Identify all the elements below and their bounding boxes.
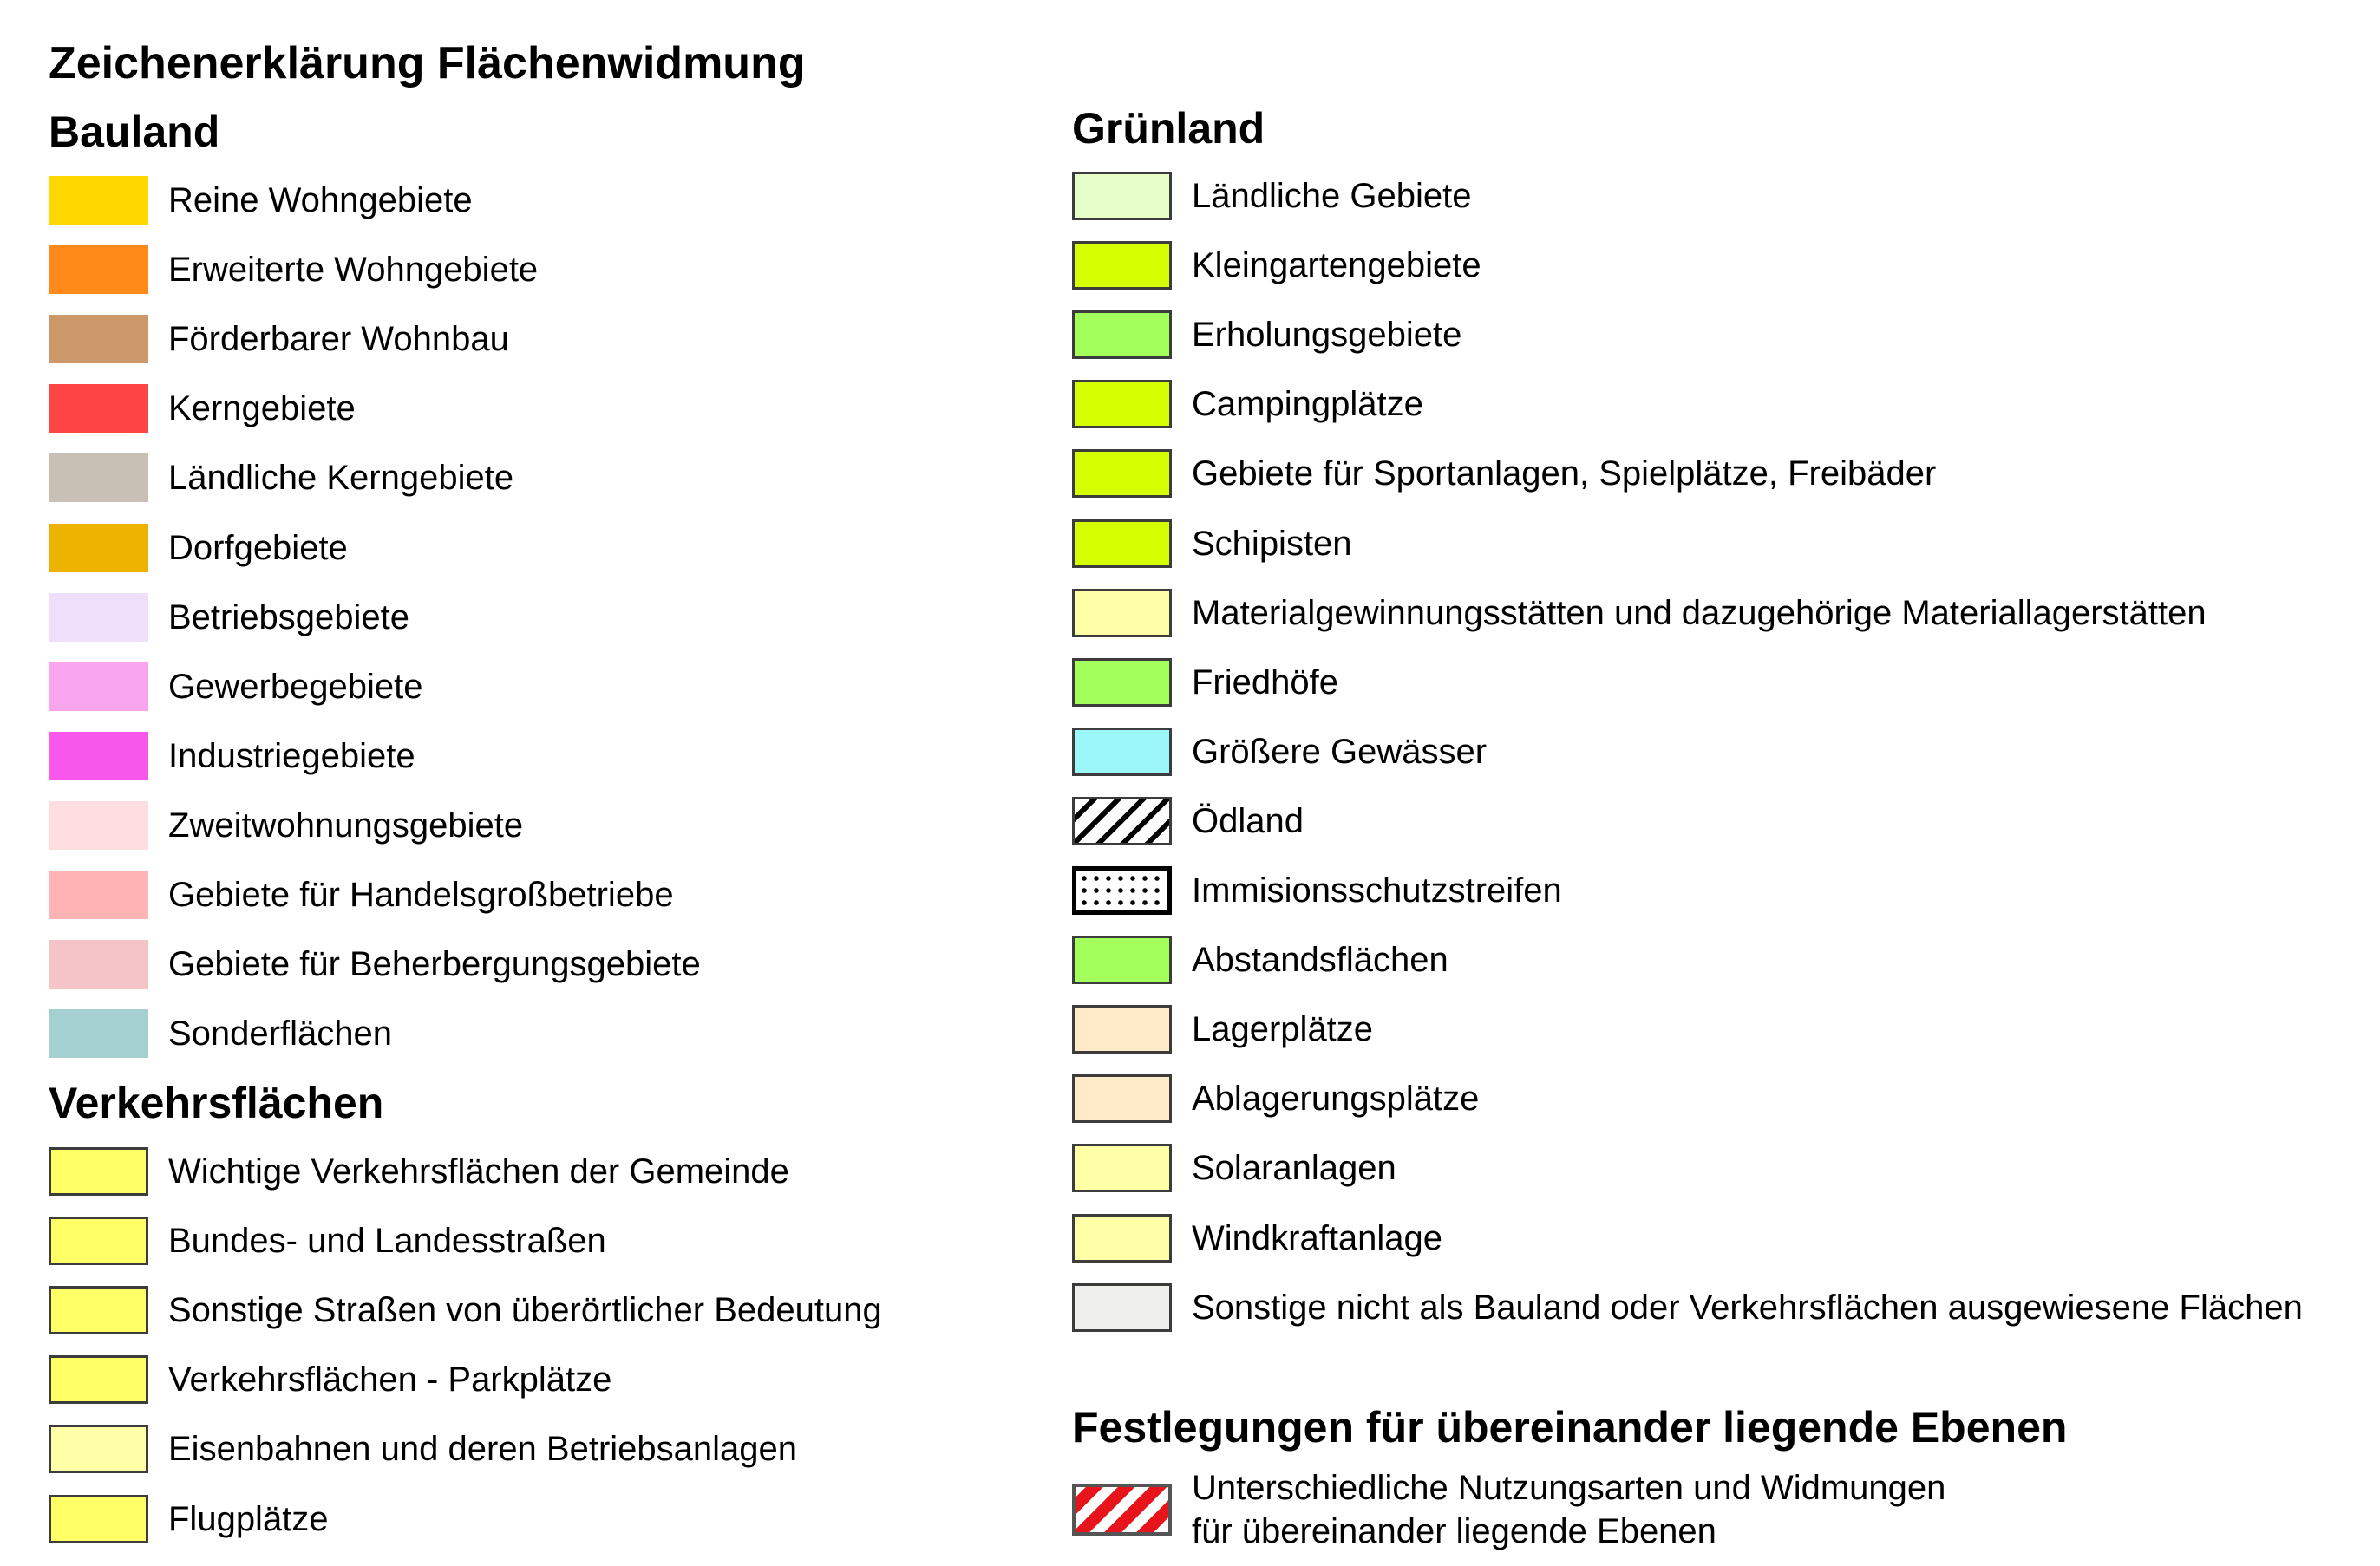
legend-item	[1072, 1282, 2303, 1334]
legend-label: Gewerbegebiete	[168, 667, 423, 706]
legend-item	[49, 1354, 611, 1406]
legend-item	[49, 591, 409, 643]
legend-item	[49, 1145, 789, 1197]
legend-label: Gebiete für Sportanlagen, Spielplätze, Freibäder	[1192, 454, 1937, 493]
legend-label: Förderbarer Wohnbau	[168, 320, 509, 359]
legend-item	[49, 1423, 797, 1475]
legend-item	[1072, 656, 1338, 708]
color-swatch	[49, 1355, 148, 1404]
legend-label: Ablagerungsplätze	[1192, 1080, 1480, 1119]
ebenen-label-line2: für übereinander liegende Ebenen	[1192, 1512, 1716, 1550]
legend-item	[49, 869, 674, 921]
legend-item	[1072, 239, 1481, 291]
color-swatch	[1072, 241, 1172, 290]
color-swatch	[1072, 936, 1172, 984]
legend-label: Gebiete für Beherbergungsgebiete	[168, 945, 701, 984]
dot-pattern-swatch	[1072, 866, 1172, 915]
ebenen-label-line1: Unterschiedliche Nutzungsarten und Widmungen	[1192, 1469, 1946, 1507]
legend-label: Immisionsschutzstreifen	[1192, 871, 1562, 910]
color-swatch	[49, 1009, 148, 1058]
legend-item	[49, 522, 348, 574]
color-swatch	[1072, 1144, 1172, 1192]
color-swatch	[49, 315, 148, 363]
color-swatch	[49, 453, 148, 502]
legend-item	[49, 452, 513, 504]
legend-item	[49, 313, 509, 365]
legend-label: Dorfgebiete	[168, 528, 348, 567]
legend-label: Größere Gewässer	[1192, 732, 1488, 771]
legend-label: Kerngebiete	[168, 389, 356, 428]
color-swatch	[49, 384, 148, 433]
legend-label: Windkraftanlage	[1192, 1218, 1443, 1257]
legend-item	[49, 938, 701, 990]
hatch-pattern-swatch	[1072, 797, 1172, 845]
legend-item	[49, 244, 538, 296]
legend-item	[1072, 1003, 1373, 1055]
legend-label: Erweiterte Wohngebiete	[168, 251, 539, 290]
legend-label: Ländliche Gebiete	[1192, 177, 1472, 215]
legend-label: Sonstige Straßen von überörtlicher Bedeutung	[168, 1291, 882, 1330]
legend-item	[1072, 518, 1352, 570]
color-swatch	[49, 801, 148, 850]
legend-item	[49, 382, 356, 434]
color-swatch	[1072, 310, 1172, 359]
legend-item	[49, 1284, 882, 1336]
color-swatch	[49, 662, 148, 711]
color-swatch	[1072, 1214, 1172, 1263]
color-swatch	[1072, 658, 1172, 707]
color-swatch	[49, 1425, 148, 1473]
legend-item	[1072, 587, 2207, 639]
legend-item	[49, 174, 473, 226]
legend-label: Friedhöfe	[1192, 662, 1338, 701]
legend-item	[1072, 726, 1487, 778]
legend-label: Materialgewinnungsstätten und dazugehörige Materiallagerstätten	[1192, 593, 2207, 632]
legend-label: Reine Wohngebiete	[168, 181, 473, 219]
legend-item	[1072, 1073, 1479, 1125]
legend-label: Schipisten	[1192, 524, 1352, 563]
gruenland-heading: Grünland	[1072, 104, 1265, 153]
legend-item	[49, 1493, 329, 1545]
legend-label: Lagerplätze	[1192, 1010, 1374, 1049]
legend-label: Abstandsflächen	[1192, 941, 1448, 980]
color-swatch	[49, 1147, 148, 1196]
legend-label: Verkehrsflächen - Parkplätze	[168, 1360, 612, 1400]
legend-label: Bundes- und Landesstraßen	[168, 1222, 606, 1261]
legend-item	[1072, 795, 1304, 847]
legend-label: Industriegebiete	[168, 736, 415, 775]
color-swatch	[1072, 1005, 1172, 1054]
legend-item	[49, 661, 423, 713]
legend-item	[1072, 447, 1936, 499]
legend-item	[1072, 378, 1423, 430]
legend-label: Solaranlagen	[1192, 1149, 1396, 1188]
bauland-heading: Bauland	[49, 108, 220, 156]
color-swatch	[49, 1286, 148, 1334]
ebenen-swatch	[1072, 1484, 1172, 1536]
verkehrsflaechen-heading: Verkehrsflächen	[49, 1079, 384, 1127]
ebenen-heading: Festlegungen für übereinander liegende Ebenen	[1072, 1403, 2068, 1452]
legend-label: Campingplätze	[1192, 385, 1423, 424]
color-swatch	[1072, 589, 1172, 637]
legend-label: Kleingartengebiete	[1192, 246, 1481, 285]
color-swatch	[1072, 449, 1172, 498]
page-title: Zeichenerklärung Flächenwidmung	[49, 38, 806, 88]
ebenen-legend-item	[1072, 1462, 1945, 1557]
color-swatch	[49, 176, 148, 225]
legend-item	[1072, 309, 1461, 361]
color-swatch	[1072, 728, 1172, 776]
legend-item	[49, 799, 523, 852]
color-swatch	[49, 732, 148, 780]
color-swatch	[1072, 1283, 1172, 1332]
color-swatch	[49, 1495, 148, 1543]
legend-item	[1072, 1212, 1442, 1264]
legend-label: Erholungsgebiete	[1192, 316, 1462, 355]
color-swatch	[1072, 172, 1172, 220]
legend-item	[1072, 170, 1471, 222]
legend-item	[1072, 1142, 1396, 1194]
color-swatch	[49, 871, 148, 919]
legend-item	[49, 730, 415, 782]
legend-label: Zweitwohnungsgebiete	[168, 806, 524, 845]
legend-item	[49, 1008, 392, 1060]
legend-item	[1072, 865, 1562, 917]
color-swatch	[49, 593, 148, 642]
color-swatch	[49, 524, 148, 572]
legend-label: Ländliche Kerngebiete	[168, 459, 514, 498]
legend-label: Wichtige Verkehrsflächen der Gemeinde	[168, 1152, 789, 1191]
legend-label: Gebiete für Handelsgroßbetriebe	[168, 876, 674, 914]
legend-label: Eisenbahnen und deren Betriebsanlagen	[168, 1430, 798, 1469]
legend-item	[49, 1215, 606, 1267]
legend-label: Sonderflächen	[168, 1015, 392, 1054]
color-swatch	[49, 940, 148, 989]
color-swatch	[49, 1217, 148, 1265]
color-swatch	[1072, 1074, 1172, 1123]
color-swatch	[1072, 519, 1172, 568]
color-swatch	[49, 245, 148, 294]
legend-label: Betriebsgebiete	[168, 597, 409, 636]
legend-label: Ödland	[1192, 801, 1304, 840]
legend-item	[1072, 934, 1448, 986]
legend-label: Sonstige nicht als Bauland oder Verkehrsflächen ausgewiesene Flächen	[1192, 1288, 2303, 1327]
color-swatch	[1072, 380, 1172, 428]
legend-label: Flugplätze	[168, 1499, 329, 1538]
ebenen-label	[1192, 1466, 1945, 1553]
